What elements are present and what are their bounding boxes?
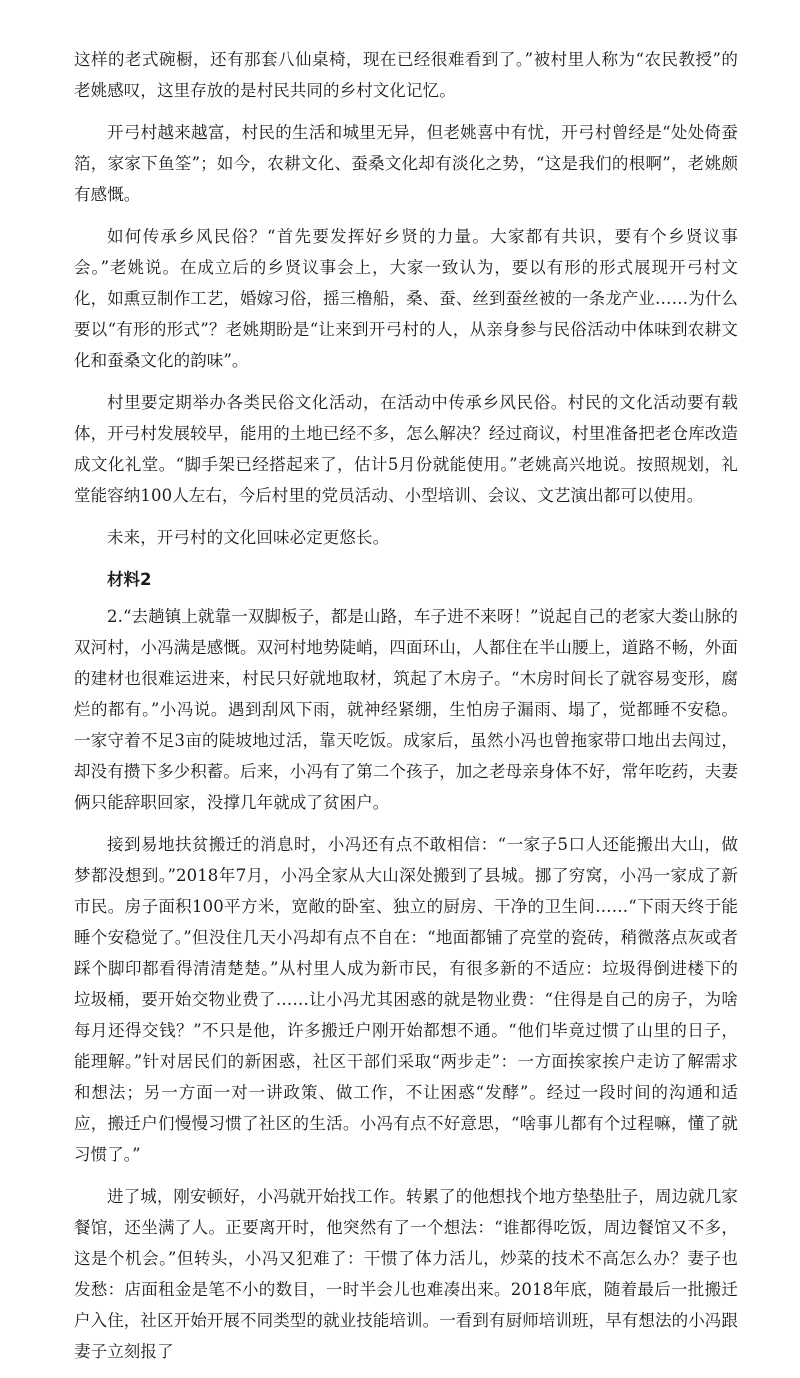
paragraph-2: 开弓村越来越富，村民的生活和城里无异，但老姚喜中有忧，开弓村曾经是“处处倚蚕箔，家家下鱼筌”；如今，农耕文化、蚕桑文化却有淡化之势，“这是我们的根啊”，老姚颇有感慨。	[74, 123, 738, 204]
document-page	[74, 44, 738, 1378]
section-heading: 材料2	[107, 570, 152, 589]
paragraph-4: 村里要定期举办各类民俗文化活动，在活动中传承乡风民俗。村民的文化活动要有载体，开弓村发展较早，能用的土地已经不多，怎么解决？经过商议，村里准备把老仓库改造成文化礼堂。“脚手架已经搭起来了，估计5月份就能使用。”老姚高兴地说。按照规划，礼堂能容纳100人左右，今后村里的党员活动、小型培训、会议、文艺演出都可以使用。	[74, 393, 738, 505]
paragraph-6: 2.“去趟镇上就靠一双脚板子，都是山路，车子进不来呀！”说起自己的老家大娄山脉的双河村，小冯满是感慨。双河村地势陡峭，四面环山，人都住在半山腰上，道路不畅，外面的建材也很难运进来，村民只好就地取材，筑起了木房子。“木房时间长了就容易变形，腐烂的都有。”小冯说。遇到刮风下雨，就神经紧绷，生怕房子漏雨、塌了，觉都睡不安稳。一家守着不足3亩的陡坡地过活，靠天吃饭。成家后，虽然小冯也曾拖家带口地出去闯过，却没有攒下多少积蓄。后来，小冯有了第二个孩子，加之老母亲身体不好，常年吃药，夫妻俩只能辞职回家，没撑几年就成了贫困户。	[74, 607, 738, 812]
paragraph-5: 未来，开弓村的文化回味必定更悠长。	[107, 528, 390, 547]
paragraph-1: 这样的老式碗橱，还有那套八仙桌椅，现在已经很难看到了。”被村里人称为“农民教授”的老姚感叹，这里存放的是村民共同的乡村文化记忆。	[74, 50, 738, 100]
paragraph-7: 接到易地扶贫搬迁的消息时，小冯还有点不敢相信：“一家子5口人还能搬出大山，做梦都没想到。”2018年7月，小冯全家从大山深处搬到了县城。挪了穷窝，小冯一家成了新市民。房子面积100平方米，宽敞的卧室、独立的厨房、干净的卫生间……“下雨天终于能睡个安稳觉了。”但没住几天小冯却有点不自在：“地面都铺了亮堂的瓷砖，稍微落点灰或者踩个脚印都看得清清楚楚。”从村里人成为新市民，有很多新的不适应：垃圾得倒进楼下的垃圾桶，要开始交物业费了……让小冯尤其困惑的就是物业费：“住得是自己的房子，为啥每月还得交钱？”不只是他，许多搬迁户刚开始都想不通。“他们毕竟过惯了山里的日子，能理解。”针对居民们的新困惑，社区干部们采取“两步走”：一方面挨家挨户走访了解需求和想法；另一方面一对一讲政策、做工作，不让困惑“发酵”。经过一段时间的沟通和适应，搬迁户们慢慢习惯了社区的生活。小冯有点不好意思，“啥事儿都有个过程嘛，懂了就习惯了。”	[74, 835, 738, 1164]
paragraph-3: 如何传承乡风民俗？“首先要发挥好乡贤的力量。大家都有共识，要有个乡贤议事会。”老姚说。在成立后的乡贤议事会上，大家一致认为，要以有形的形式展现开弓村文化，如熏豆制作工艺，婚嫁习俗，摇三橹船，桑、蚕、丝到蚕丝被的一条龙产业……为什么要以“有形的形式”？老姚期盼是“让来到开弓村的人，从亲身参与民俗活动中体味到农耕文化和蚕桑文化的韵味”。	[74, 227, 738, 370]
paragraph-8: 进了城，刚安顿好，小冯就开始找工作。转累了的他想找个地方垫垫肚子，周边就几家餐馆，还坐满了人。正要离开时，他突然有了一个想法：“谁都得吃饭，周边餐馆又不多，这是个机会。”但转头，小冯又犯难了：干惯了体力活儿，炒菜的技术不高怎么办？妻子也发愁：店面租金是笔不小的数目，一时半会儿也难凑出来。2018年底，随着最后一批搬迁户入住，社区开始开展不同类型的就业技能培训。一看到有厨师培训班，早有想法的小冯跟妻子立刻报了	[74, 1187, 738, 1361]
